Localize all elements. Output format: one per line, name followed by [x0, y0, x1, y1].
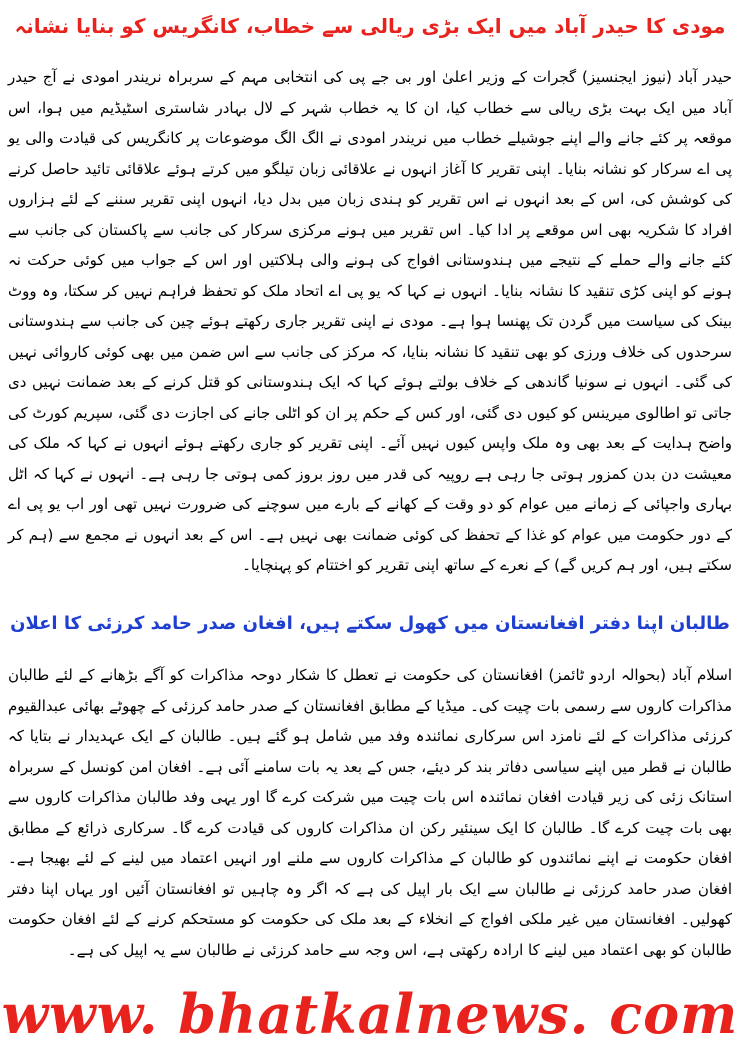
article-2-body	[8, 660, 732, 980]
article-1-body	[8, 62, 732, 592]
article-1-headline: مودی کا حیدر آباد میں ایک بڑی ریالی سے خطاب، کانگریس کو بنایا نشانہ	[14, 14, 726, 38]
article-2-headline: طالبان اپنا دفتر افغانستان میں کھول سکتے ہیں، افغان صدر حامد کرزئی کا اعلان	[10, 613, 730, 634]
article-1-paragraph: حیدر آباد (نیوز ایجنسیز) گجرات کے وزیر اعلیٰ اور بی جے پی کی انتخابی مہم کے سربراہ نریندر امودی نے آج حیدر آباد میں ایک بہت بڑی ریالی سے خطاب کیا، ان کا یہ خطاب شہر کے لال بہادر شاستری اسٹیڈیم میں ہوا، اس موقعہ پر کئے جانے والے اپنے جوشیلے خطاب میں نریندر امودی نے الگ الگ موضوعات پر کانگریس کی قیادت والی یو پی اے سرکار کو نشانہ بنایا۔ اپنی تقریر کا آغاز انہوں نے علاقائی زبان تیلگو میں کرتے ہوئے علاقائی تائید حاصل کرنے کی کوشش کی، اس کے بعد انہوں نے اس تقریر کو ہندی زبان میں بدل دیا، انہوں اپنی تقریر سننے کے لئے ہزاروں افراد کا شکریہ بھی اس موقعے پر ادا کیا۔ اس تقریر میں ہونے مرکزی سرکار کی جانب سے پاکستان کی جانب سے کئے جانے والے حملے کے نتیجے میں ہندوستانی افواج کی ہونے والی ہلاکتیں اور اس کے جواب میں کوئی حرکت نہ ہونے کو اپنی کڑی تنقید کا نشانہ بنایا۔ انہوں نے کہا کہ یو پی اے اتحاد ملک کو تحفظ فراہم نہیں کر سکتا، وہ ووٹ بینک کی سیاست میں گردن تک پھنسا ہوا ہے۔ مودی نے اپنی تقریر جاری رکھتے ہوئے چین کی جانب سے ہندوستانی سرحدوں کی خلاف ورزی کو بھی تنقید کا نشانہ بنایا، کہ مرکز کی جانب سے اس ضمن میں بھی کوئی کاروائی نہیں کی گئی۔ انہوں نے سونیا گاندھی کے خلاف بولتے ہوئے کہا کہ ایک ہندوستانی کو قتل کرنے کے بعد ضمانت نہیں دی جاتی تو اطالوی میرینس کو کیوں دی گئی، اور کس کے حکم پر ان کو اٹلی جانے کی اجازت دی گئی، سپریم کورٹ کی واضح ہدایت کے بعد بھی وہ ملک واپس کیوں نہیں آئے۔ اپنی تقریر کو جاری رکھتے ہوئے انہوں نے کہا کہ ملک کی معیشت دن بدن کمزور ہوتی جا رہی ہے روپیہ کی قدر میں روز بروز کمی ہوتی جا رہی ہے۔ انہوں نے کہا کہ اٹل بہاری واجپائی کے زمانے میں عوام کو دو وقت کے کھانے کے بارے میں سوچنے کی ضرورت نہیں تھی اور اب یو پی اے کے دور حکومت میں عوام کو غذا کے تحفظ کی کوئی ضمانت بھی نہیں ہے۔ اس کے بعد انہوں نے مجمع سے (ہم کر سکتے ہیں، اور ہم کریں گے) کے نعرے کے ساتھ اپنی تقریر کو اختتام کو پہنچایا۔	[8, 68, 732, 574]
article-2-paragraph: اسلام آباد (بحوالہ اردو ٹائمز) افغانستان کی حکومت نے تعطل کا شکار دوحہ مذاکرات کو آگے بڑھانے کے لئے طالبان مذاکرات کاروں سے رسمی بات چیت کی۔ میڈیا کے مطابق افغانستان کے صدر حامد کرزئی کے چھوٹے بھائی عبدالقیوم کرزئی مذاکرات کے لئے نامزد اس سرکاری نمائندہ وفد میں شامل ہو گئے ہیں۔ طالبان کے ایک عہدیدار نے بتایا کہ طالبان نے قطر میں اپنے سیاسی دفاتر بند کر دیئے، جس کے بعد یہ بات سامنے آئی ہے۔ افغان امن کونسل کے سربراہ استانک زئی کی زیر قیادت افغان نمائندہ اس بات چیت میں شرکت کرے گا اور یہی وفد طالبان مذاکرات کاروں سے بھی بات چیت کرے گا۔ طالبان کا ایک سینئیر رکن ان مذاکرات کاروں کی قیادت کرے گا۔ سرکاری ذرائع کے مطابق افغان حکومت نے اپنے نمائندوں کو طالبان کے مذاکرات کاروں سے ملنے اور انہیں اعتماد میں لینے کے لئے بھیجا ہے۔ افغان صدر حامد کرزئی نے طالبان سے ایک بار اپیل کی ہے کہ اگر وہ چاہیں تو افغانستان آئیں اور یہاں اپنا دفتر کھولیں۔ افغانستان میں غیر ملکی افواج کے انخلاء کے بعد ملک کی حکومت کو مستحکم کرنے کے لئے افغان حکومت طالبان کو بھی اعتماد میں لینے کا ارادہ رکھتی ہے، اس وجہ سے حامد کرزئی نے طالبان سے یہ اپیل کی ہے۔	[8, 666, 732, 959]
website-watermark: www. bhatkalnews. com	[1, 982, 739, 1046]
